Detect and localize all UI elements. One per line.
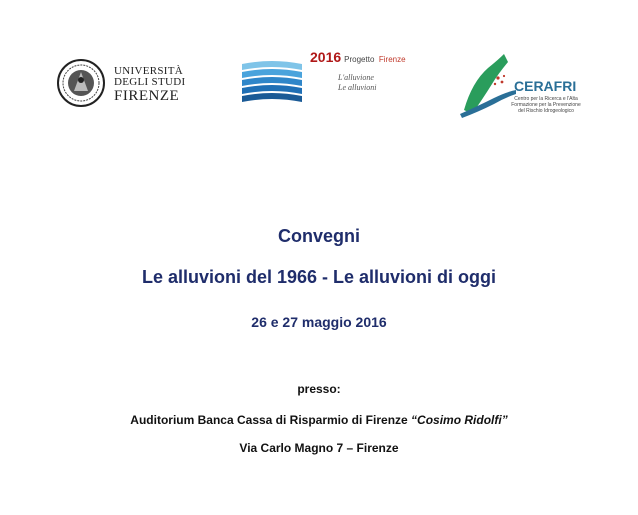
year-2016: 2016	[310, 49, 342, 65]
event-title: Le alluvioni del 1966 - Le alluvioni di oggi	[141, 267, 497, 287]
unifi-wordmark	[114, 66, 194, 104]
waves-icon	[240, 60, 304, 104]
firenze-label: Firenze	[378, 55, 406, 64]
subline-1: L'alluvione	[338, 73, 374, 82]
unifi-seal-icon	[56, 58, 106, 108]
cerafri-description: Centro per la Ricerca e l'Alta Formazione per la Prevenzione del Rischio Idrogeologico	[511, 96, 581, 114]
cerafri-logo	[458, 48, 588, 120]
cerafri-name: CERAFRI	[514, 78, 577, 94]
cerafri-mark-icon	[458, 48, 518, 118]
address: Via Carlo Magno 7 – Firenze	[239, 441, 399, 455]
progetto-label: Progetto	[344, 55, 375, 64]
unifi-logo	[56, 58, 186, 116]
event-type: Convegni	[277, 226, 360, 246]
venue-text: Auditorium Banca Cassa di Risparmio di Firenze	[130, 413, 412, 427]
event-dates: 26 e 27 maggio 2016	[251, 314, 387, 330]
progetto-2016-logo	[240, 45, 430, 105]
progetto-2016-heading	[310, 49, 406, 67]
venue-name: “Cosimo Ridolfi”	[411, 413, 508, 427]
venue	[0, 413, 638, 427]
subline-2: Le alluvioni	[338, 83, 377, 92]
unifi-line1: UNIVERSITÀ	[114, 65, 183, 77]
unifi-line2: DEGLI STUDI	[114, 76, 186, 88]
presso-label: presso:	[297, 382, 341, 396]
unifi-line3: FIRENZE	[114, 88, 180, 104]
